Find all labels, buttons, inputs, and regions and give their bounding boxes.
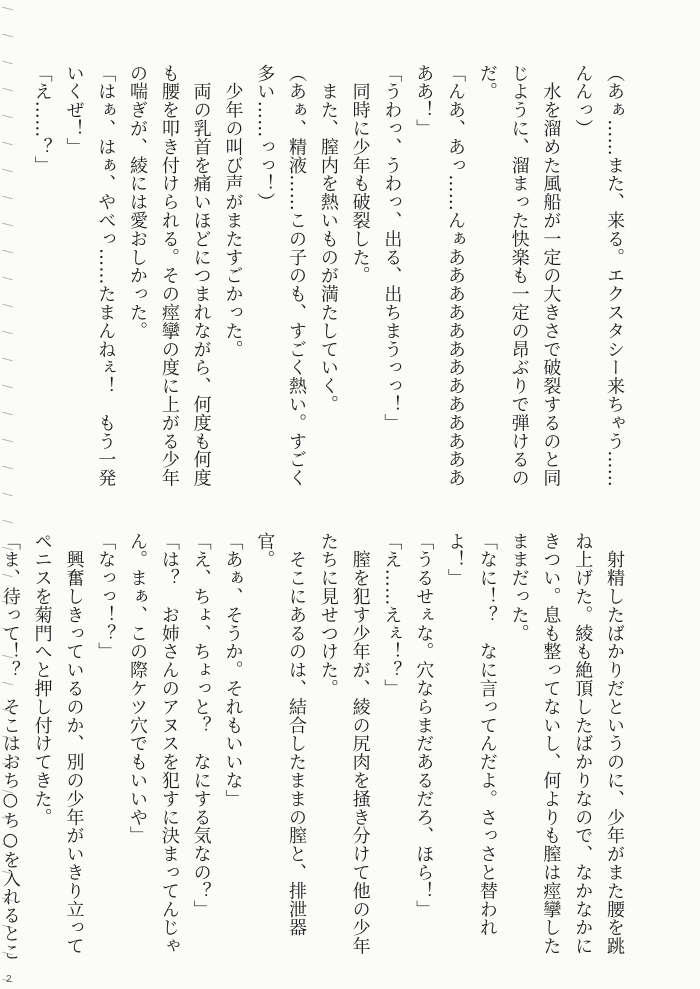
binding-mark bbox=[2, 439, 13, 443]
paragraph: 「え……？」 bbox=[31, 64, 53, 175]
paragraph: 「んあ、あっ……んぁあああああああああああああああ！」 bbox=[413, 64, 467, 488]
paragraph: 「はぁ、はぁ、やべっ……たまんねぇ！ もう一発いくぜ！」 bbox=[63, 64, 117, 488]
paragraph: 「なっっ！？」 bbox=[95, 532, 117, 661]
paragraph: 「うるせぇな。穴ならまだあるだろ、ほら！」 bbox=[413, 532, 435, 919]
paragraph: 射精したばかりだというのに、少年がまた腰を跳ね上げた。綾も絶頂したばかりなので、なかなかにきつい。息も整ってないし、何よりも膣は痙攣したままだった。 bbox=[508, 532, 625, 956]
paragraph: 「うわっ、うわっ、出る、出ちまうっっ！」 bbox=[381, 64, 403, 432]
paragraph: 「え……えぇ！？」 bbox=[381, 532, 403, 698]
paragraph: 興奮しきっているのか、別の少年がいきり立ってペニスを菊門へと押し付けてきた。 bbox=[31, 532, 85, 956]
binding-mark bbox=[2, 88, 13, 92]
binding-mark bbox=[2, 142, 13, 146]
paragraph: また、膣内を熱いものが満たしていく。 bbox=[317, 64, 339, 414]
binding-mark bbox=[2, 412, 13, 416]
paragraph: 同時に少年も破裂した。 bbox=[349, 64, 371, 285]
binding-mark bbox=[2, 520, 13, 524]
paragraph: 「え、ちょ、ちょっと？ なにする気なの？」 bbox=[190, 532, 212, 919]
binding-mark bbox=[2, 304, 13, 308]
binding-mark bbox=[2, 331, 13, 335]
paragraph: 両の乳首を痛いほどにつまれながら、何度も何度も腰を叩き付けられる。その痙攣の度に上がる少年の喘ぎが、綾には愛おしかった。 bbox=[127, 64, 212, 488]
paragraph: 少年の叫び声がまたすごかった。 bbox=[222, 64, 244, 359]
text-block-top bbox=[26, 64, 630, 494]
paragraph: （あぁ……また、来る。エクスタシー来ちゃう……んんっ） bbox=[572, 64, 625, 488]
binding-mark bbox=[2, 493, 13, 497]
binding-mark bbox=[2, 277, 13, 281]
binding-mark bbox=[2, 223, 13, 227]
binding-mark bbox=[2, 61, 13, 65]
binding-mark bbox=[2, 385, 13, 389]
binding-mark bbox=[2, 7, 13, 11]
paragraph: 「は？ お姉さんのアヌスを犯すに決まってんじゃん。まぁ、この際ケツ穴でもいいや」 bbox=[127, 532, 180, 956]
binding-mark bbox=[2, 169, 13, 173]
page-number: 2 bbox=[6, 974, 12, 985]
paragraph: 「なに！？ なに言ってんだよ。さっさと替われよ！」 bbox=[445, 532, 498, 937]
binding-mark bbox=[2, 358, 13, 362]
paragraph: 膣を犯す少年が、綾の尻肉を掻き分けて他の少年たちに見せつけた。 bbox=[317, 532, 371, 956]
binding-mark bbox=[2, 466, 13, 470]
binding-mark bbox=[2, 250, 13, 254]
binding-mark bbox=[2, 34, 13, 38]
paragraph: （あぁ、精液……この子のも、すごく熱い。すごく多い……っっ！） bbox=[254, 64, 308, 488]
binding-mark bbox=[2, 115, 13, 119]
paragraph: 水を溜めた風船が一定の大きさで破裂するのと同じように、溜まった快楽も一定の昂ぶりで弾けるのだ。 bbox=[476, 64, 562, 488]
binding-mark bbox=[2, 196, 13, 200]
paragraph: 「ま、待って！？ そこはおち○ち○を入れるとこ bbox=[0, 532, 21, 962]
text-block-bottom bbox=[0, 532, 630, 962]
paragraph: 「あぁ、そうか。それもいいな」 bbox=[222, 532, 244, 808]
paragraph: そこにあるのは、結合したままの膣と、排泄器官。 bbox=[254, 532, 308, 937]
